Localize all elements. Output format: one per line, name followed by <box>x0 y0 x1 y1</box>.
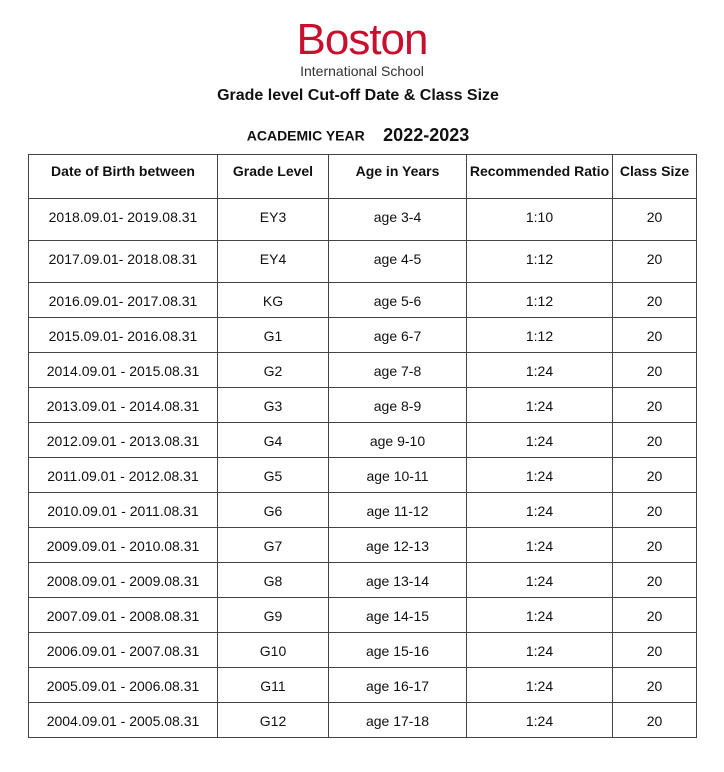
cell-grade-level: G3 <box>218 388 329 423</box>
cell-ratio: 1:24 <box>467 388 613 423</box>
table-row <box>29 283 697 318</box>
logo-wordmark: Boston <box>296 15 428 64</box>
cell-date-range: 2010.09.01 - 2011.08.31 <box>29 493 218 528</box>
cell-age: age 12-13 <box>329 528 467 563</box>
cell-grade-level: G6 <box>218 493 329 528</box>
cell-age: age 11-12 <box>329 493 467 528</box>
cell-ratio: 1:24 <box>467 598 613 633</box>
cell-class-size: 20 <box>613 318 697 353</box>
cell-ratio: 1:12 <box>467 241 613 283</box>
table-row <box>29 668 697 703</box>
cell-age: age 17-18 <box>329 703 467 738</box>
cell-class-size: 20 <box>613 423 697 458</box>
cell-class-size: 20 <box>613 528 697 563</box>
cell-ratio: 1:24 <box>467 423 613 458</box>
academic-year-value: 2022-2023 <box>383 125 470 145</box>
cell-class-size: 20 <box>613 633 697 668</box>
cell-grade-level: G7 <box>218 528 329 563</box>
cell-age: age 5-6 <box>329 283 467 318</box>
cell-grade-level: G4 <box>218 423 329 458</box>
header-class-size: Class Size <box>613 155 697 199</box>
cell-grade-level: G9 <box>218 598 329 633</box>
table-row <box>29 493 697 528</box>
cell-grade-level: G8 <box>218 563 329 598</box>
cell-ratio: 1:24 <box>467 353 613 388</box>
cell-date-range: 2015.09.01- 2016.08.31 <box>29 318 218 353</box>
cell-age: age 6-7 <box>329 318 467 353</box>
cell-ratio: 1:12 <box>467 283 613 318</box>
cutoff-table <box>28 154 697 738</box>
header-date-of-birth: Date of Birth between <box>29 155 218 199</box>
header-recommended-ratio: Recommended Ratio <box>467 155 613 199</box>
cell-grade-level: G5 <box>218 458 329 493</box>
table-row <box>29 528 697 563</box>
table-row <box>29 388 697 423</box>
cell-date-range: 2011.09.01 - 2012.08.31 <box>29 458 218 493</box>
cell-age: age 14-15 <box>329 598 467 633</box>
cell-age: age 4-5 <box>329 241 467 283</box>
header-grade-level: Grade Level <box>218 155 329 199</box>
cell-ratio: 1:12 <box>467 318 613 353</box>
cell-age: age 16-17 <box>329 668 467 703</box>
cell-date-range: 2004.09.01 - 2005.08.31 <box>29 703 218 738</box>
cell-grade-level: G10 <box>218 633 329 668</box>
cell-ratio: 1:24 <box>467 563 613 598</box>
cell-age: age 15-16 <box>329 633 467 668</box>
table-row <box>29 353 697 388</box>
table-row <box>29 199 697 241</box>
cell-date-range: 2018.09.01- 2019.08.31 <box>29 199 218 241</box>
table-row <box>29 423 697 458</box>
cell-date-range: 2005.09.01 - 2006.08.31 <box>29 668 218 703</box>
header-age-in-years: Age in Years <box>329 155 467 199</box>
cell-class-size: 20 <box>613 353 697 388</box>
cell-class-size: 20 <box>613 493 697 528</box>
cell-class-size: 20 <box>613 598 697 633</box>
table-row <box>29 318 697 353</box>
cell-date-range: 2016.09.01- 2017.08.31 <box>29 283 218 318</box>
cell-class-size: 20 <box>613 563 697 598</box>
cell-ratio: 1:24 <box>467 668 613 703</box>
cell-grade-level: EY3 <box>218 199 329 241</box>
table-row <box>29 703 697 738</box>
cell-class-size: 20 <box>613 668 697 703</box>
cell-age: age 10-11 <box>329 458 467 493</box>
cell-ratio: 1:24 <box>467 633 613 668</box>
cell-class-size: 20 <box>613 388 697 423</box>
cell-date-range: 2017.09.01- 2018.08.31 <box>29 241 218 283</box>
cell-grade-level: EY4 <box>218 241 329 283</box>
academic-year-line <box>0 125 716 146</box>
cell-ratio: 1:24 <box>467 703 613 738</box>
table-row <box>29 633 697 668</box>
cell-date-range: 2006.09.01 - 2007.08.31 <box>29 633 218 668</box>
logo-subtitle: International School <box>300 63 424 79</box>
cell-class-size: 20 <box>613 199 697 241</box>
document-title: Grade level Cut-off Date & Class Size <box>217 87 499 104</box>
cell-grade-level: G12 <box>218 703 329 738</box>
table-row <box>29 563 697 598</box>
academic-year-label: ACADEMIC YEAR <box>246 127 365 144</box>
cell-ratio: 1:24 <box>467 493 613 528</box>
table-row <box>29 241 697 283</box>
cell-age: age 3-4 <box>329 199 467 241</box>
cell-date-range: 2012.09.01 - 2013.08.31 <box>29 423 218 458</box>
cell-date-range: 2007.09.01 - 2008.08.31 <box>29 598 218 633</box>
school-logo <box>0 15 724 79</box>
cell-class-size: 20 <box>613 703 697 738</box>
cell-grade-level: G11 <box>218 668 329 703</box>
cell-class-size: 20 <box>613 458 697 493</box>
cell-grade-level: KG <box>218 283 329 318</box>
table-header-row <box>29 155 697 199</box>
cell-age: age 8-9 <box>329 388 467 423</box>
cell-class-size: 20 <box>613 283 697 318</box>
cell-age: age 9-10 <box>329 423 467 458</box>
cell-ratio: 1:24 <box>467 458 613 493</box>
table-row <box>29 598 697 633</box>
cell-age: age 7-8 <box>329 353 467 388</box>
cell-date-range: 2008.09.01 - 2009.08.31 <box>29 563 218 598</box>
cell-ratio: 1:10 <box>467 199 613 241</box>
cell-date-range: 2014.09.01 - 2015.08.31 <box>29 353 218 388</box>
cell-date-range: 2009.09.01 - 2010.08.31 <box>29 528 218 563</box>
cell-grade-level: G1 <box>218 318 329 353</box>
cell-ratio: 1:24 <box>467 528 613 563</box>
table-row <box>29 458 697 493</box>
cell-grade-level: G2 <box>218 353 329 388</box>
cell-class-size: 20 <box>613 241 697 283</box>
cell-age: age 13-14 <box>329 563 467 598</box>
cell-date-range: 2013.09.01 - 2014.08.31 <box>29 388 218 423</box>
